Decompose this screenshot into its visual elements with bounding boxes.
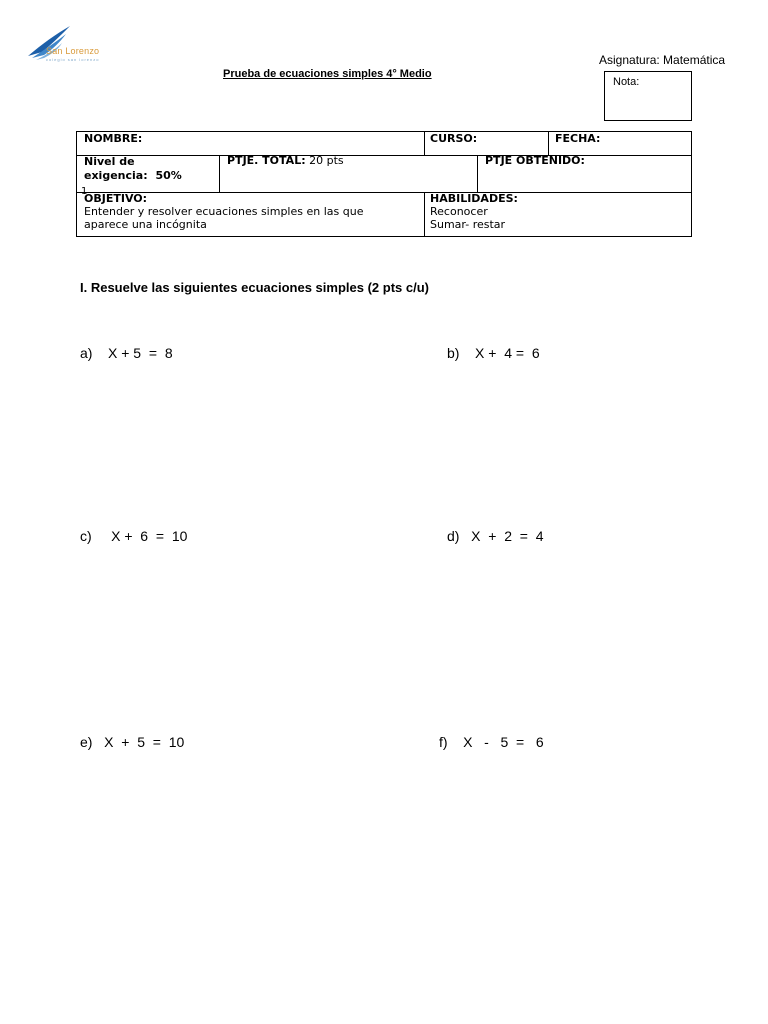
course-label: CURSO:	[430, 132, 478, 145]
equation-f: f) X - 5 = 6	[439, 734, 544, 750]
name-label: NOMBRE:	[84, 132, 143, 145]
objective-label: OBJETIVO:	[84, 192, 148, 205]
table-col-divider	[219, 155, 220, 192]
equation-b: b) X + 4 = 6	[447, 345, 540, 361]
level-label-line-2	[84, 169, 182, 182]
equation-e: e) X + 5 = 10	[80, 734, 185, 750]
equation-a: a) X + 5 = 8	[80, 345, 173, 361]
skill-item-2: Sumar- restar	[430, 218, 506, 231]
equation-d: d) X + 2 = 4	[447, 528, 544, 544]
subject-label: Asignatura: Matemática	[599, 53, 726, 67]
total-points-label: PTJE. TOTAL:	[227, 154, 306, 167]
level-value: 50%	[155, 169, 182, 182]
table-col-divider	[424, 192, 425, 236]
table-col-divider	[424, 132, 425, 155]
grade-label: Nota:	[613, 76, 640, 88]
obtained-points-label: PTJE OBTENIDO:	[485, 154, 585, 167]
table-col-divider	[477, 155, 478, 192]
level-label-line-1: Nivel de	[84, 155, 135, 168]
total-points-value: 20 pts	[305, 154, 344, 167]
table-row-divider	[77, 192, 691, 193]
objective-line-1: Entender y resolver ecuaciones simples en las que	[84, 205, 364, 218]
skill-item-1: Reconocer	[430, 205, 488, 218]
total-points	[227, 154, 344, 167]
school-logo-name: San Lorenzo	[46, 46, 100, 56]
student-info-table	[76, 131, 692, 237]
skills-label: HABILIDADES:	[430, 192, 518, 205]
table-row-divider	[77, 155, 691, 156]
level-stray-digit: 1	[81, 186, 88, 197]
equation-c: c) X + 6 = 10	[80, 528, 188, 544]
objective-line-2: aparece una incógnita	[84, 218, 207, 231]
test-title: Prueba de ecuaciones simples 4° Medio	[223, 68, 432, 80]
section-instructions: I. Resuelve las siguientes ecuaciones simples (2 pts c/u)	[80, 280, 429, 295]
date-label: FECHA:	[555, 132, 601, 145]
school-logo-tagline: colegio san lorenzo	[46, 57, 100, 62]
level-label-text: exigencia:	[84, 169, 148, 182]
table-col-divider	[548, 132, 549, 155]
